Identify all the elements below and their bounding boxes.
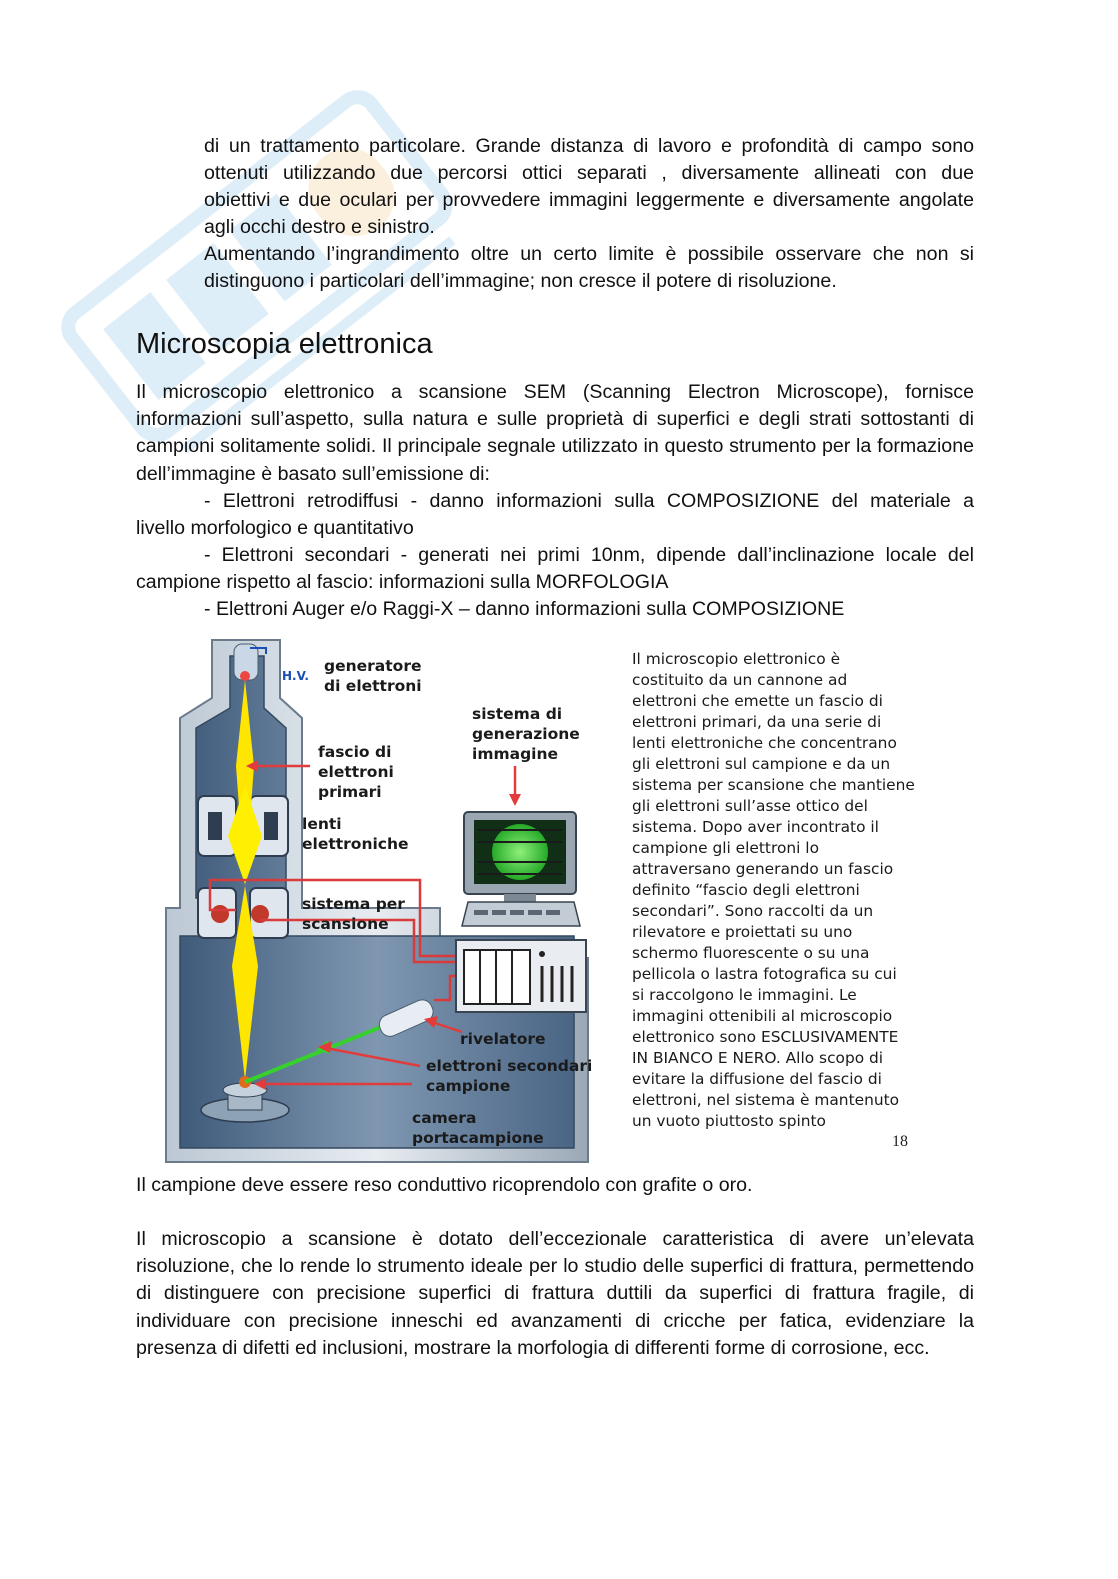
section-heading: Microscopia elettronica bbox=[136, 328, 433, 360]
intro-line: di un trattamento particolare. Grande distanza di lavoro e profondità di campo sono bbox=[204, 135, 974, 157]
bullet-continuation: campione rispetto al fascio: informazioni sulla MORFOLOGIA bbox=[136, 571, 669, 593]
image-monitor bbox=[464, 812, 576, 902]
filament-icon bbox=[240, 671, 250, 681]
secondary-label: elettroni secondari campione bbox=[426, 1057, 593, 1095]
chamber-label: camera portacampione bbox=[412, 1109, 544, 1147]
hv-label: H.V. bbox=[282, 669, 309, 683]
intro-line: Aumentando l’ingrandimento oltre un certo limite è possibile osservare che non si bbox=[204, 243, 974, 265]
bullet-first-line: - Elettroni retrodiffusi - danno informazioni sulla COMPOSIZIONE del materiale a bbox=[204, 490, 974, 512]
lenses-label: lenti elettroniche bbox=[302, 815, 409, 853]
final-paragraph: Il microscopio a scansione è dotato dell’eccezionale caratteristica di avere un’elevata risoluzione, che lo rende lo strumento ideale per lo studio delle superfici di frattura, permettendo di distinguere con precisione superfici di frattura duttili da superfici di frattura fragile, di individuare con precisione inneschi ed avanzamenti di cricche per fatica, evidenziare la presenza di difetti ed inclusioni, mostrare la morfologia di differenti forme di corrosione, ecc. bbox=[136, 1228, 974, 1359]
figure-caption: Il microscopio elettronico è costituito da un cannone ad elettroni che emette un fascio di elettroni primari, da una serie di lenti elettroniche che concentrano gli elettroni sul campione e da un sistema per scansione che mantiene gli elettroni sull’asse ottico del sistema. Dopo aver incontrato il campione gli elettroni lo attraversano generando un fascio definito “fascio degli elettroni secondari”. Sono raccolti da un rilevatore e proiettati su uno schermo fluorescente o su una pellicola o lastra fotografica su cui si raccolgono le immagini. Le immagini ottenibili al microscopio elettronico sono ESCLUSIVAMENTE IN BIANCO E NERO. Allo scopo di evitare la diffusione del fascio di elettroni, nel sistema è mantenuto un vuoto piuttosto spinto bbox=[632, 650, 915, 1130]
intro-line: distinguono i particolari dell’immagine; non cresce il potere di risoluzione. bbox=[204, 270, 837, 292]
conductive-note: Il campione deve essere reso conduttivo ricoprendolo con grafite o oro. bbox=[136, 1174, 753, 1196]
bullet-first-line: - Elettroni secondari - generati nei primi 10nm, dipende dall’inclinazione locale del bbox=[204, 544, 974, 566]
figure-page-number: 18 bbox=[892, 1133, 908, 1150]
section-paragraph: Il microscopio elettronico a scansione SEM (Scanning Electron Microscope), fornisce informazioni sull’aspetto, sulla natura e sulle proprietà di superfici e degli strati sottostanti di campioni solitamente solidi. Il principale segnale utilizzato in questo strumento per la formazione dell’immagine è basato sull’emissione di: bbox=[136, 381, 974, 485]
intro-line: ottenuti utilizzando due percorsi ottici separati , diversamente allineati con due bbox=[204, 162, 974, 184]
bullet-continuation: livello morfologico e quantitativo bbox=[136, 517, 414, 539]
imaging-label: sistema di generazione immagine bbox=[472, 705, 580, 763]
scan-label: sistema per scansione bbox=[302, 895, 405, 933]
beam-label: fascio di elettroni primari bbox=[318, 743, 394, 801]
detector-label: rivelatore bbox=[460, 1030, 546, 1048]
intro-line: agli occhi destro e sinistro. bbox=[204, 216, 435, 238]
gun-label: generatore di elettroni bbox=[324, 657, 422, 695]
electronics-cabinet bbox=[456, 940, 586, 1012]
sem-figure bbox=[150, 636, 940, 1166]
bullet-first-line: - Elettroni Auger e/o Raggi-X – danno informazioni sulla COMPOSIZIONE bbox=[204, 598, 845, 620]
intro-line: obiettivi e due oculari per provvedere immagini leggermente e diversamente angolate bbox=[204, 189, 974, 211]
